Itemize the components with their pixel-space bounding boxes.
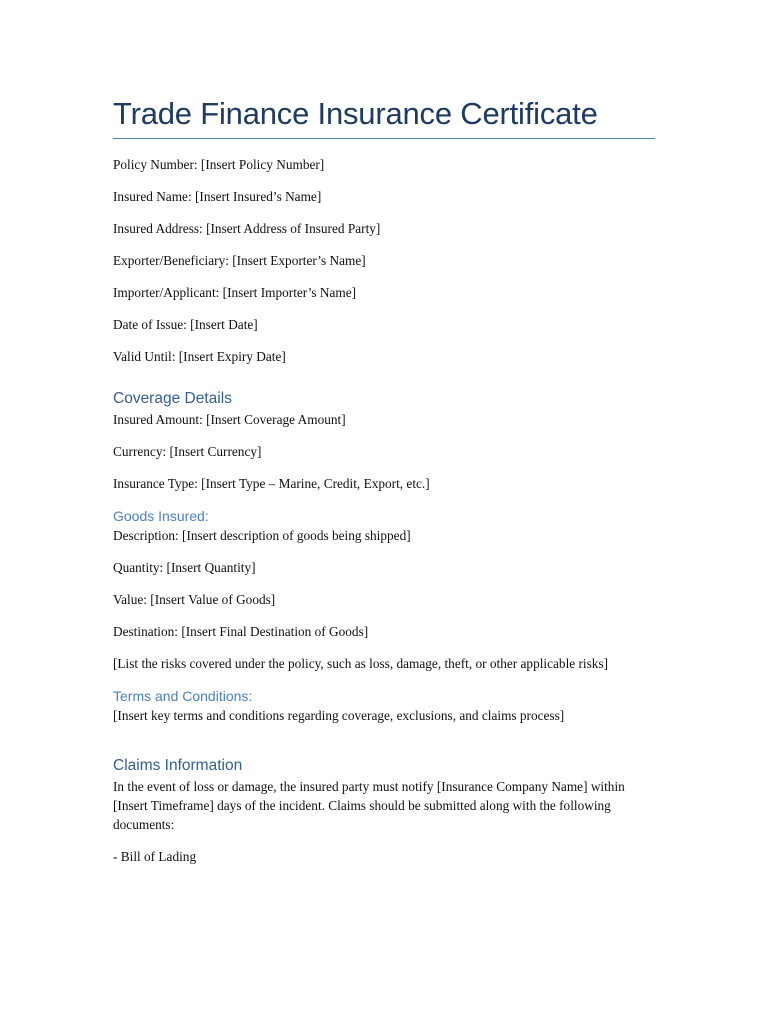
description-line: Description: [Insert description of goods being shipped] [113, 528, 411, 543]
exporter-field: Exporter/Beneficiary: [Insert Exporter’s Name] [113, 253, 366, 268]
policy-number-field: Policy Number: [Insert Policy Number] [113, 157, 325, 172]
insured-amount-line: Insured Amount: [Insert Coverage Amount] [113, 412, 346, 427]
currency-line: Currency: [Insert Currency] [113, 444, 262, 459]
claims-paragraph: In the event of loss or damage, the insured party must notify [Insurance Company Name] within [Insert Timeframe] days of the incident. Claims should be submitted along with the following documents: [113, 779, 625, 832]
document-title: Trade Finance Insurance Certificate [113, 92, 655, 139]
document-body [113, 92, 655, 879]
quantity-line: Quantity: [Insert Quantity] [113, 560, 256, 575]
insurance-type-line: Insurance Type: [Insert Type – Marine, Credit, Export, etc.] [113, 476, 430, 491]
coverage-heading: Coverage Details [113, 390, 232, 407]
risks-line: [List the risks covered under the policy, such as loss, damage, theft, or other applicable risks] [113, 656, 609, 671]
insured-address-field: Insured Address: [Insert Address of Insured Party] [113, 221, 381, 236]
policy-fields [113, 155, 655, 366]
valid-until-field: Valid Until: [Insert Expiry Date] [113, 349, 286, 364]
destination-line: Destination: [Insert Final Destination of Goods] [113, 624, 369, 639]
terms-line: [Insert key terms and conditions regarding coverage, exclusions, and claims process] [113, 708, 565, 723]
claims-document-item: - Bill of Lading [113, 849, 197, 864]
claims-heading: Claims Information [113, 757, 243, 774]
goods-heading: Goods Insured: [113, 508, 209, 524]
terms-heading: Terms and Conditions: [113, 688, 253, 704]
value-line: Value: [Insert Value of Goods] [113, 592, 276, 607]
insured-name-field: Insured Name: [Insert Insured’s Name] [113, 189, 322, 204]
importer-field: Importer/Applicant: [Insert Importer’s Name] [113, 285, 357, 300]
date-of-issue-field: Date of Issue: [Insert Date] [113, 317, 258, 332]
